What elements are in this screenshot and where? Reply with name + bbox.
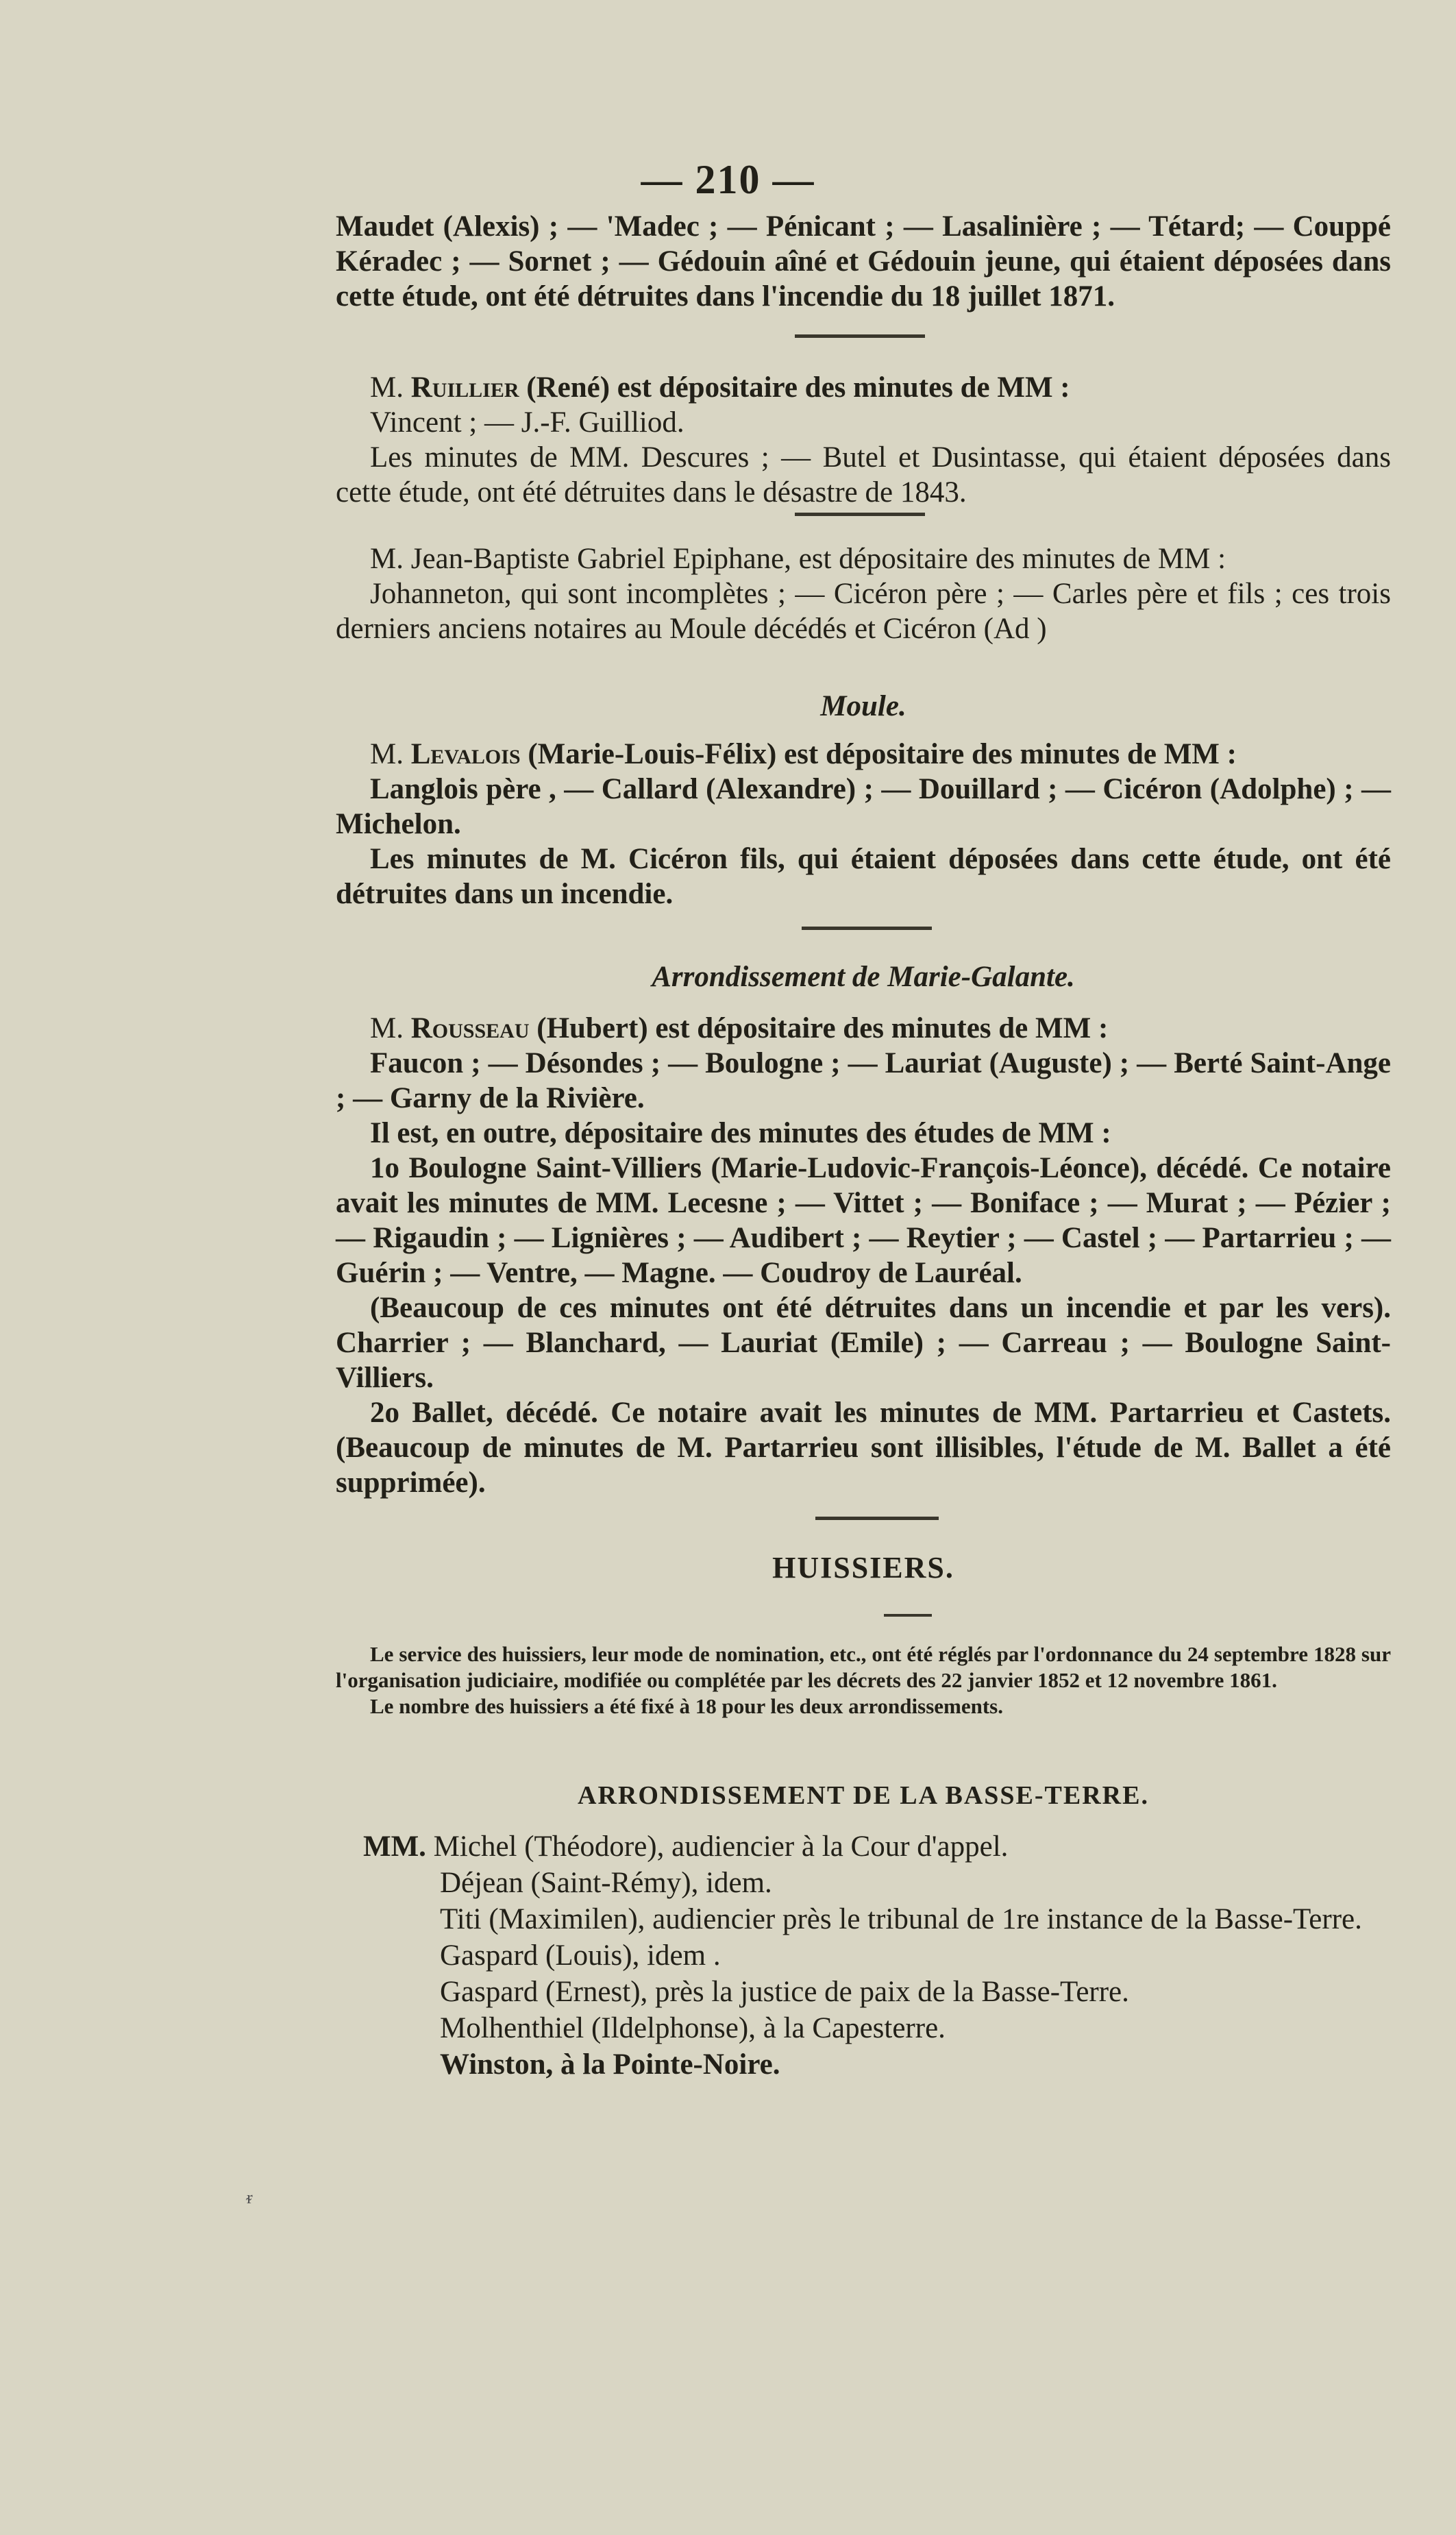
ruillier-prefix: M. [370, 371, 411, 404]
levalois-line3: Les minutes de M. Cicéron fils, qui étaient déposées dans cette étude, ont été détruites dans un incendie. [336, 843, 1391, 910]
huissiers-heading: HUISSIERS. [772, 1551, 954, 1584]
levalois-name: Levalois [410, 738, 521, 770]
ruillier-line3: Les minutes de MM. Descures ; — Butel et Dusintasse, qui étaient déposées dans cette étude, ont été détruites dans le désastre de 1843. [336, 441, 1391, 509]
divider [802, 927, 932, 930]
marie-galante-heading: Arrondissement de Marie-Galante. [652, 961, 1075, 993]
jean-baptiste-block [336, 541, 1391, 646]
huissier-entry: Winston, à la Pointe-Noire. [440, 2048, 780, 2081]
rousseau-item1: 1o Boulogne Saint-Villiers (Marie-Ludovic-François-Léonce), décédé. Ce notaire avait les minutes de MM. Lecesne ; — Vittet ; — Boniface ; — Murat ; — Pézier ; — Rigaudin ; — Lignières ; — Audibert ; — Reytier ; — Castel ; — Partarrieu ; — Guérin ; — Ventre, — Magne. — Coudroy de Lauréal. [336, 1152, 1391, 1289]
moule-heading: Moule. [820, 690, 906, 722]
ruillier-line [336, 370, 1391, 405]
rousseau-line [336, 1011, 1391, 1046]
marie-galante-block [336, 959, 1391, 994]
rousseau-block [336, 1011, 1391, 1500]
divider [795, 334, 925, 338]
rousseau-line3: Il est, en outre, dépositaire des minutes des études de MM : [370, 1117, 1111, 1149]
levalois-rest: (Marie-Louis-Félix) est dépositaire des minutes de MM : [520, 738, 1237, 770]
huissier-entry: Gaspard (Ernest), près la justice de paix de la Basse-Terre. [440, 1976, 1129, 2008]
levalois-prefix: M. [370, 738, 411, 770]
ruillier-block [336, 370, 1391, 510]
huissiers-note2: Le nombre des huissiers a été fixé à 18 pour les deux arrondissements. [370, 1694, 1003, 1718]
huissiers-notes [336, 1641, 1391, 1719]
rousseau-line2: Faucon ; — Désondes ; — Boulogne ; — Lauriat (Auguste) ; — Berté Saint-Ange ; — Garny de la Rivière. [336, 1047, 1391, 1114]
intro-block [336, 209, 1391, 314]
moule-block [336, 689, 1391, 724]
levalois-line [336, 737, 1391, 772]
huissiers-list [363, 1828, 1391, 2083]
rousseau-item2: 2o Ballet, décédé. Ce notaire avait les minutes de MM. Partarrieu et Castets. (Beaucoup de minutes de M. Partarrieu sont illisibles, l'étude de M. Ballet a été supprimée). [336, 1397, 1391, 1499]
rousseau-rest: (Hubert) est dépositaire des minutes de MM : [529, 1012, 1109, 1044]
rousseau-prefix: M. [370, 1012, 411, 1044]
jean-baptiste-line1: M. Jean-Baptiste Gabriel Epiphane, est dépositaire des minutes de MM : [370, 543, 1226, 575]
huissier-entry: Titi (Maximilen), audiencier près le tribunal de 1re instance de la Basse-Terre. [440, 1903, 1362, 1935]
levalois-block [336, 737, 1391, 911]
ruillier-rest: (René) est dépositaire des minutes de MM : [519, 371, 1070, 404]
stray-mark: ᵲ [247, 2188, 253, 2207]
jean-baptiste-line2: Johanneton, qui sont incomplètes ; — Cicéron père ; — Carles père et fils ; ces trois derniers anciens notaires au Moule décédés et Cicéron (Ad ) [336, 578, 1391, 645]
huissier-entry: Gaspard (Louis), idem . [440, 1939, 721, 1972]
intro-paragraph: Maudet (Alexis) ; — 'Madec ; — Pénicant ; — Lasalinière ; — Tétard; — Couppé Kéradec ; — Sornet ; — Gédouin aîné et Gédouin jeune, qui étaient déposées dans cette étude, ont été détruites dans l'incendie du 18 juillet 1871. [336, 210, 1391, 313]
divider-short [884, 1614, 932, 1617]
huissier-entry: Molhenthiel (Ildelphonse), à la Capesterre. [440, 2012, 946, 2044]
huissier-name: Michel (Théodore), audiencier à la Cour d'appel. [433, 1830, 1009, 1863]
huissiers-note1: Le service des huissiers, leur mode de nomination, etc., ont été réglés par l'ordonnance du 24 septembre 1828 sur l'organisation judiciaire, modifiée ou complétée par les décrets des 22 janvier 1852 et 12 novembre 1861. [336, 1642, 1391, 1692]
basse-terre-heading: ARRONDISSEMENT DE LA BASSE-TERRE. [578, 1781, 1149, 1810]
huissiers-list-prefix: MM. [363, 1830, 426, 1863]
ruillier-name: Ruillier [410, 371, 519, 404]
levalois-line2: Langlois père , — Callard (Alexandre) ; — Douillard ; — Cicéron (Adolphe) ; — Michelon. [336, 773, 1391, 840]
rousseau-name: Rousseau [410, 1012, 530, 1044]
divider [795, 513, 925, 516]
rousseau-item1b: (Beaucoup de ces minutes ont été détruites dans un incendie et par les vers). Charrier ; — Blanchard, — Lauriat (Emile) ; — Carreau ; — Boulogne Saint-Villiers. [336, 1292, 1391, 1394]
huissier-entry: Déjean (Saint-Rémy), idem. [440, 1867, 772, 1899]
divider [815, 1517, 939, 1520]
huissiers-block [336, 1550, 1391, 1585]
huissier-entry [363, 1828, 1391, 1865]
page-number: — 210 — [641, 157, 815, 202]
basse-terre-block [336, 1780, 1391, 1811]
ruillier-line2: Vincent ; — J.-F. Guilliod. [370, 406, 684, 439]
